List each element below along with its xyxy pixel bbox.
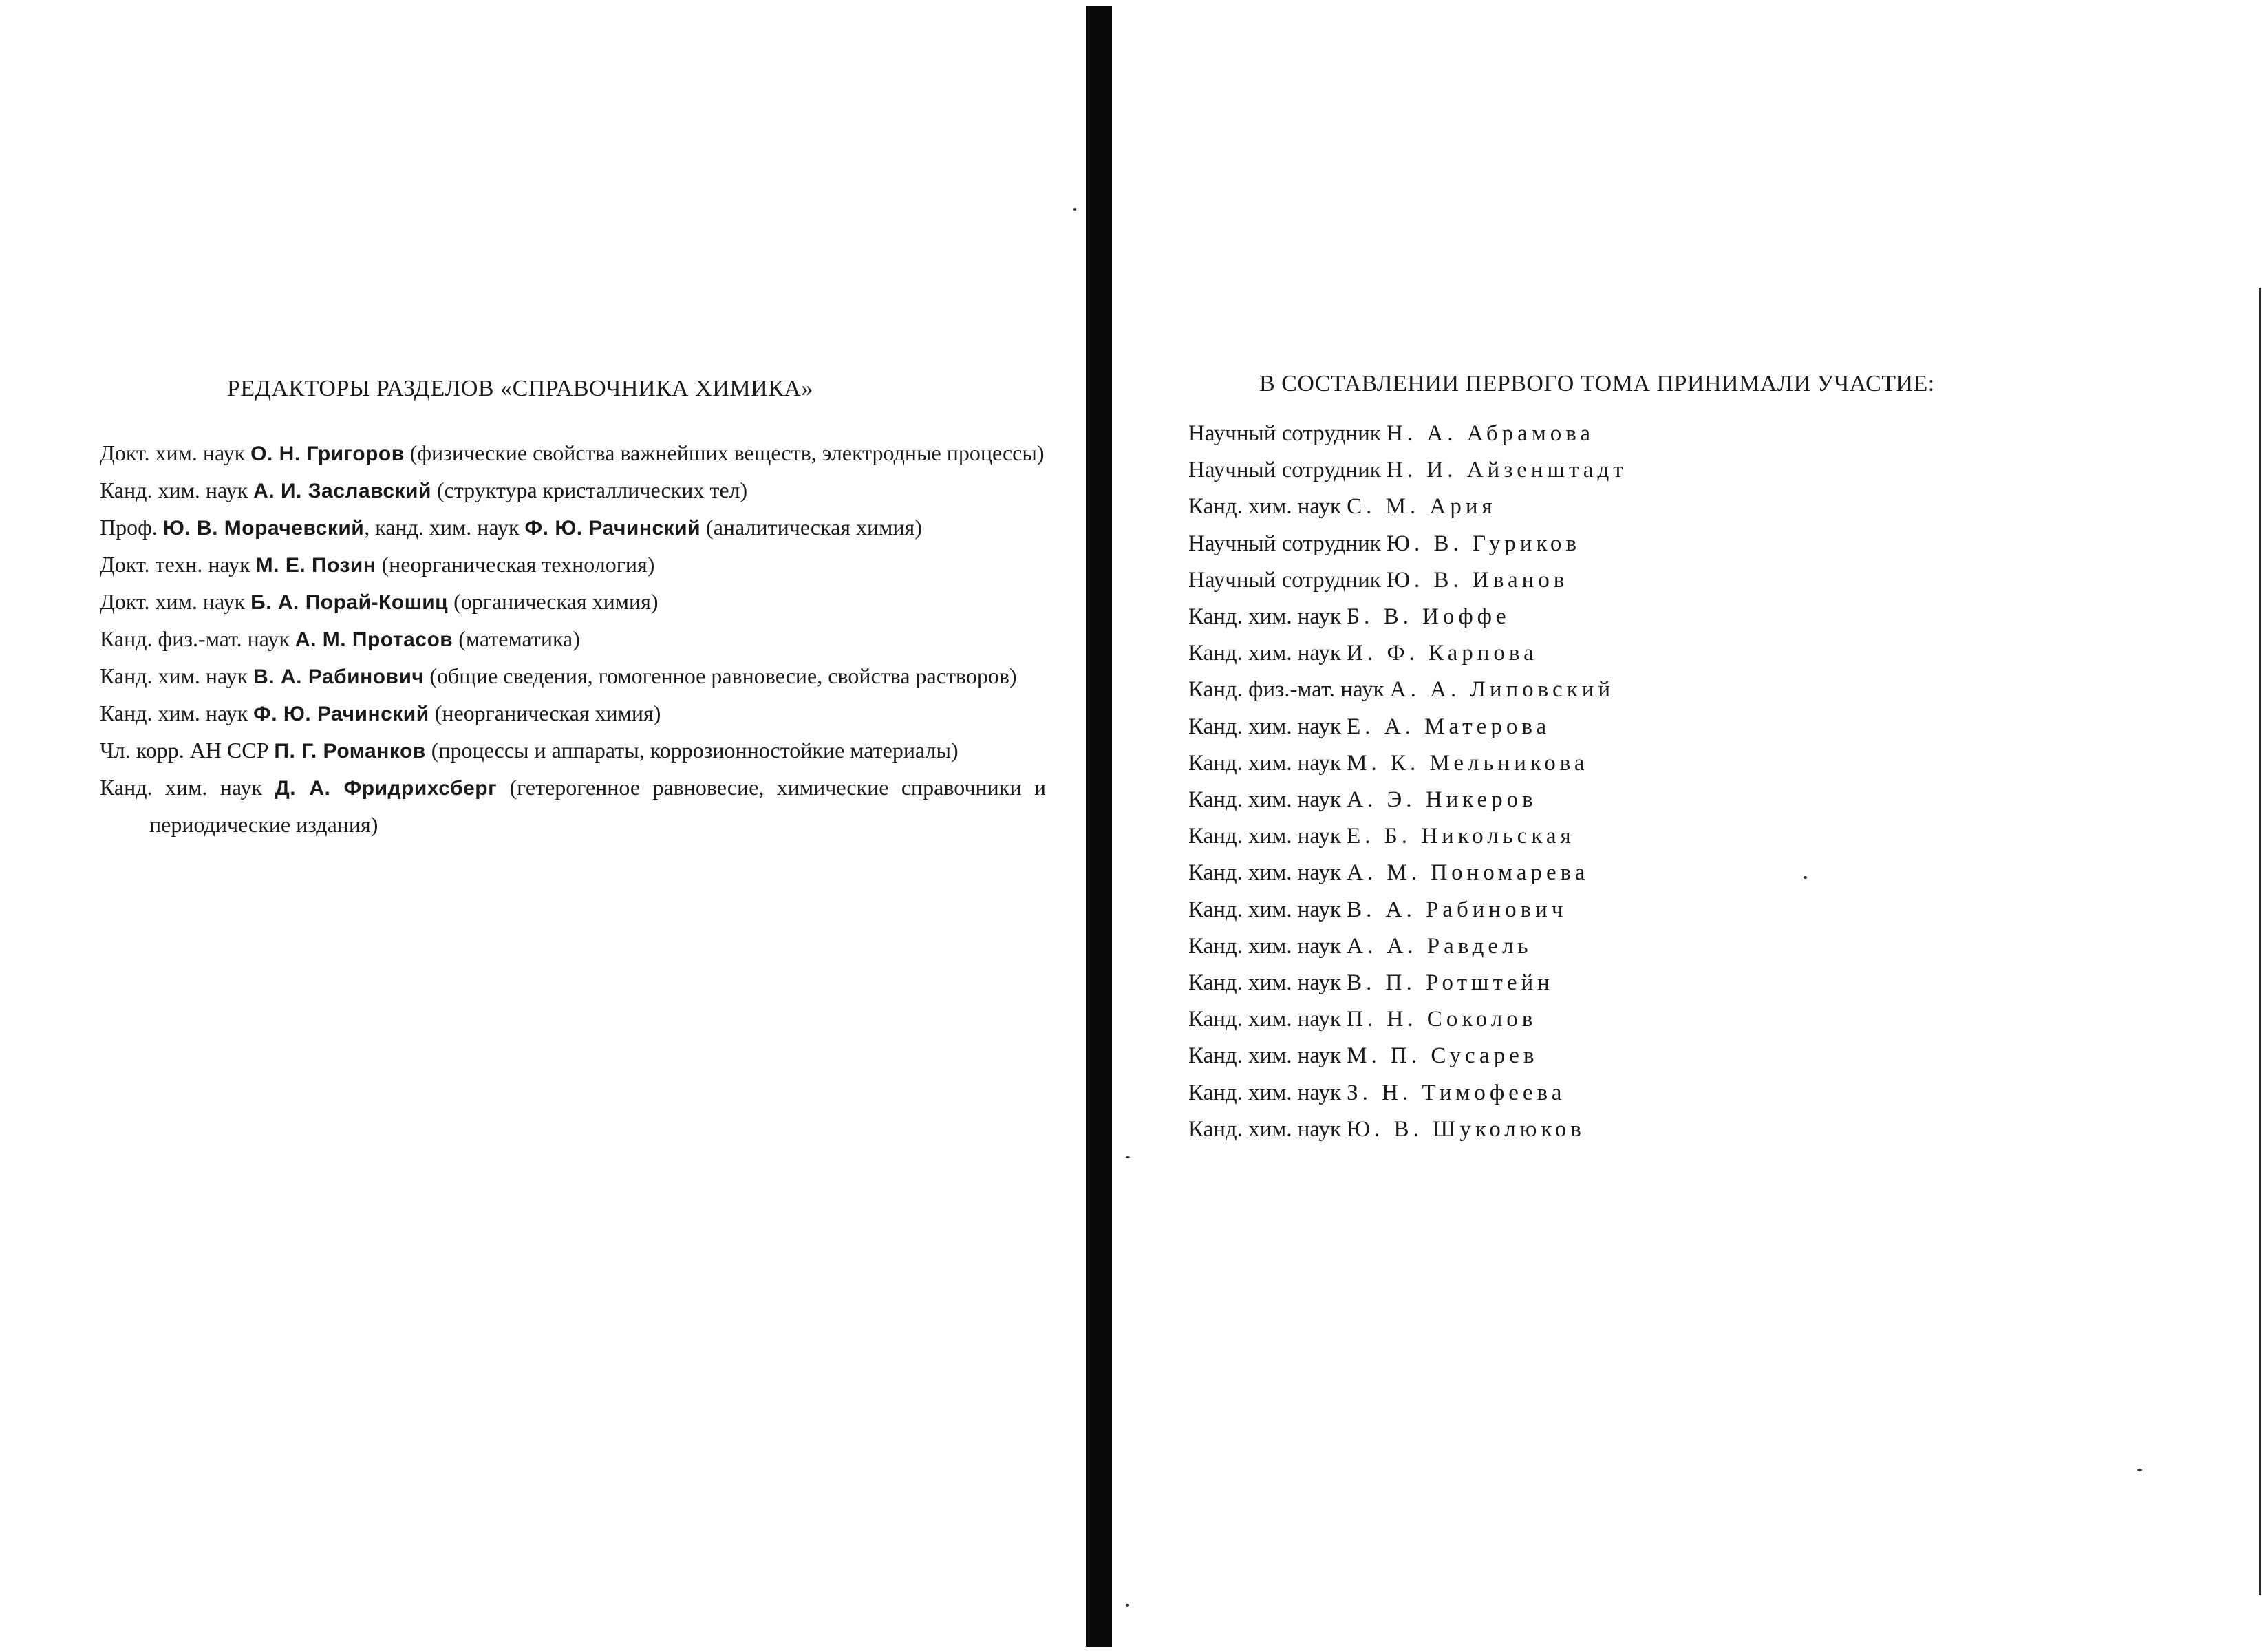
list-item bbox=[1188, 745, 1627, 782]
editor-name: Ф. Ю. Рачинский bbox=[253, 703, 429, 725]
scan-speck bbox=[1073, 208, 1076, 211]
editor-name: М. Е. Позин bbox=[255, 554, 376, 577]
editor-section: (математика) bbox=[458, 626, 580, 651]
editor-title: Докт. техн. наук bbox=[100, 552, 250, 577]
editor-title: Проф. bbox=[100, 515, 158, 540]
contributor-title: Канд. хим. наук bbox=[1188, 494, 1341, 520]
contributor-title: Научный сотрудник bbox=[1188, 531, 1381, 556]
editor-name: Д. А. Фридрихсберг bbox=[275, 777, 498, 800]
contributor-title: Канд. физ.-мат. наук bbox=[1188, 677, 1384, 703]
list-item bbox=[1188, 928, 1627, 965]
editor-section: (процессы и аппараты, коррозионностойкие материалы) bbox=[431, 738, 959, 763]
contributor-name: В. П. Ротштейн bbox=[1347, 970, 1554, 996]
contributor-name: А. А. Равдель bbox=[1347, 933, 1532, 959]
list-item bbox=[1188, 1075, 1627, 1111]
list-item bbox=[100, 732, 1046, 769]
editor-name: П. Г. Романков bbox=[274, 740, 426, 763]
list-item bbox=[1188, 818, 1627, 855]
list-item bbox=[100, 584, 1046, 621]
editor-section: (общие сведения, гомогенное равновесие, свойства растворов) bbox=[429, 663, 1017, 688]
editor-name: О. Н. Григоров bbox=[250, 443, 405, 465]
contributor-name: Ю. В. Гуриков bbox=[1387, 531, 1581, 556]
list-item bbox=[100, 546, 1046, 584]
contributors-heading: В СОСТАВЛЕНИИ ПЕРВОГО ТОМА ПРИНИМАЛИ УЧАСТИЕ: bbox=[1259, 371, 1935, 396]
contributor-name: И. Ф. Карпова bbox=[1347, 641, 1538, 666]
list-item bbox=[1188, 1038, 1627, 1074]
list-item bbox=[100, 658, 1046, 695]
editor-title: Докт. хим. наук bbox=[100, 440, 246, 465]
editor-title: Канд. хим. наук bbox=[100, 663, 248, 688]
editor-name: Ю. В. Морачевский bbox=[162, 517, 365, 540]
editor-title-2: , канд. хим. наук bbox=[364, 515, 520, 540]
editor-title: Канд. хим. наук bbox=[100, 478, 248, 502]
contributor-name: Е. А. Матерова bbox=[1347, 714, 1551, 739]
editor-name: Б. А. Порай-Кошиц bbox=[250, 591, 449, 614]
contributor-name: Н. А. Абрамова bbox=[1387, 421, 1594, 446]
list-item bbox=[1188, 782, 1627, 818]
editor-title: Канд. физ.-мат. наук bbox=[100, 626, 290, 651]
editor-name-2: Ф. Ю. Рачинский bbox=[524, 517, 701, 540]
contributor-title: Канд. хим. наук bbox=[1188, 824, 1341, 849]
contributor-title: Канд. хим. наук bbox=[1188, 604, 1341, 630]
contributor-name: А. А. Липовский bbox=[1389, 677, 1615, 703]
editor-name: В. А. Рабинович bbox=[253, 665, 425, 688]
contributor-name: М. П. Сусарев bbox=[1347, 1043, 1539, 1069]
list-item bbox=[100, 472, 1046, 509]
contributor-title: Научный сотрудник bbox=[1188, 421, 1381, 446]
contributor-name: З. Н. Тимофеева bbox=[1347, 1080, 1566, 1105]
list-item bbox=[1188, 965, 1627, 1001]
contributor-title: Научный сотрудник bbox=[1188, 458, 1381, 483]
list-item bbox=[1188, 452, 1627, 489]
contributor-title: Канд. хим. наук bbox=[1188, 897, 1341, 922]
contributor-title: Канд. хим. наук bbox=[1188, 1007, 1341, 1032]
editor-section: (неорганическая технология) bbox=[381, 552, 655, 577]
contributor-name: А. Э. Никеров bbox=[1347, 787, 1537, 813]
editor-title: Докт. хим. наук bbox=[100, 589, 246, 614]
contributor-name: Ю. В. Иванов bbox=[1387, 567, 1569, 593]
editors-list bbox=[100, 435, 1046, 843]
contributor-title: Канд. хим. наук bbox=[1188, 641, 1341, 666]
contributor-title: Научный сотрудник bbox=[1188, 567, 1381, 593]
contributor-name: Н. И. Айзенштадт bbox=[1387, 458, 1627, 483]
list-item bbox=[1188, 416, 1627, 452]
contributor-title: Канд. хим. наук bbox=[1188, 860, 1341, 886]
list-item bbox=[1188, 855, 1627, 891]
contributor-title: Канд. хим. наук bbox=[1188, 933, 1341, 959]
list-item bbox=[100, 695, 1046, 732]
left-page bbox=[0, 0, 1080, 1651]
list-item bbox=[1188, 489, 1627, 525]
editors-heading: РЕДАКТОРЫ РАЗДЕЛОВ «СПРАВОЧНИКА ХИМИКА» bbox=[227, 376, 813, 401]
editor-title: Канд. хим. наук bbox=[100, 701, 248, 725]
right-page bbox=[1128, 0, 2268, 1651]
list-item bbox=[1188, 1111, 1627, 1148]
contributor-name: А. М. Пономарева bbox=[1347, 860, 1590, 886]
contributor-name: Ю. В. Шуколюков bbox=[1347, 1116, 1585, 1142]
list-item bbox=[1188, 562, 1627, 599]
list-item bbox=[1188, 599, 1627, 635]
contributor-name: В. А. Рабинович bbox=[1347, 897, 1568, 922]
editor-title: Чл. корр. АН ССР bbox=[100, 738, 269, 763]
contributor-title: Канд. хим. наук bbox=[1188, 970, 1341, 996]
contributor-title: Канд. хим. наук bbox=[1188, 1080, 1341, 1105]
editor-section: (аналитическая химия) bbox=[706, 515, 922, 540]
contributor-name: П. Н. Соколов bbox=[1347, 1007, 1537, 1032]
book-spine bbox=[1086, 6, 1112, 1647]
list-item bbox=[1188, 892, 1627, 928]
contributor-title: Канд. хим. наук bbox=[1188, 787, 1341, 813]
contributor-title: Канд. хим. наук bbox=[1188, 750, 1341, 776]
list-item bbox=[1188, 635, 1627, 672]
list-item bbox=[1188, 1001, 1627, 1038]
contributor-name: С. М. Ария bbox=[1347, 494, 1497, 520]
list-item bbox=[100, 435, 1046, 472]
contributor-name: Е. Б. Никольская bbox=[1347, 824, 1575, 849]
contributor-title: Канд. хим. наук bbox=[1188, 714, 1341, 739]
list-item bbox=[100, 769, 1046, 843]
contributor-title: Канд. хим. наук bbox=[1188, 1043, 1341, 1069]
editor-section: (гетерогенное равновесие, химические справочники и периодические издания) bbox=[149, 775, 1046, 837]
contributors-list bbox=[1188, 416, 1627, 1148]
contributor-title: Канд. хим. наук bbox=[1188, 1116, 1341, 1142]
contributor-name: М. К. Мельникова bbox=[1347, 750, 1589, 776]
list-item bbox=[100, 509, 1046, 546]
editor-section: (физические свойства важнейших веществ, электродные процессы) bbox=[409, 440, 1045, 465]
editor-section: (органическая химия) bbox=[453, 589, 659, 614]
list-item bbox=[1188, 709, 1627, 745]
editor-section: (неорганическая химия) bbox=[434, 701, 661, 725]
list-item bbox=[1188, 672, 1627, 708]
editor-name: А. И. Заславский bbox=[253, 480, 431, 502]
editor-title: Канд. хим. наук bbox=[100, 775, 262, 800]
contributor-name: Б. В. Иоффе bbox=[1347, 604, 1510, 630]
list-item bbox=[100, 621, 1046, 658]
editor-name: А. М. Протасов bbox=[295, 628, 453, 651]
editor-section: (структура кристаллических тел) bbox=[436, 478, 748, 502]
list-item bbox=[1188, 526, 1627, 562]
